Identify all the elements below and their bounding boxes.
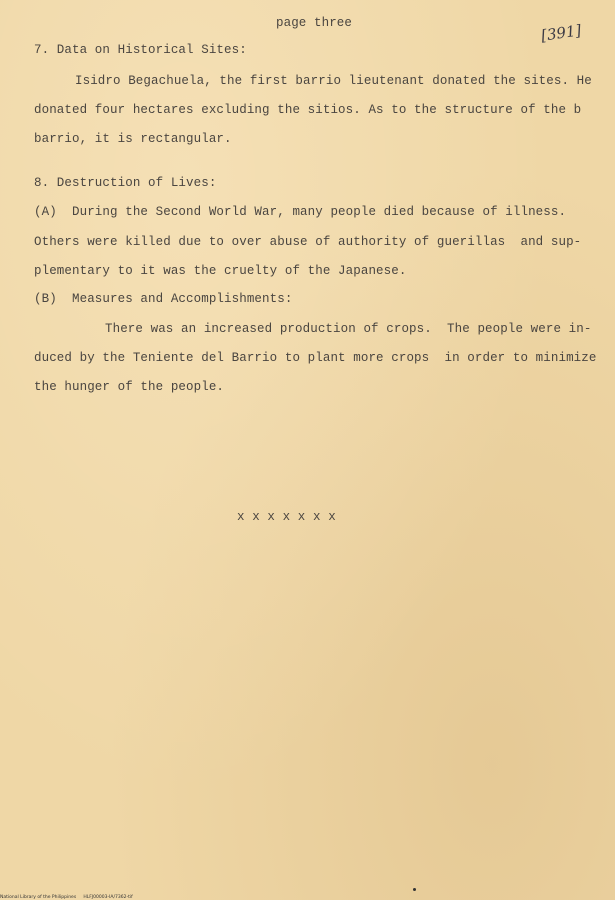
section-8a-line: (A) During the Second World War, many people died because of illness.	[34, 205, 567, 219]
section-8a-line: plementary to it was the cruelty of the Japanese.	[34, 264, 407, 278]
section-7-heading: 7. Data on Historical Sites:	[34, 43, 247, 57]
section-7-line: donated four hectares excluding the sitios. As to the structure of the b	[34, 103, 582, 117]
stamp-number: 391	[545, 22, 577, 44]
closing-mark: x x x x x x x	[237, 510, 336, 524]
page-number-stamp: [391]	[539, 21, 583, 45]
section-7-line: barrio, it is rectangular.	[34, 132, 232, 146]
section-8b-line: duced by the Teniente del Barrio to plant more crops in order to minimize	[34, 351, 597, 365]
archive-footer: National Library of the Philippines HLFJ00003-IA/7362-tif	[0, 895, 133, 900]
page-label: page three	[276, 16, 353, 30]
scan-speck	[413, 888, 416, 891]
section-8b-heading: (B) Measures and Accomplishments:	[34, 292, 293, 306]
section-8b-line: There was an increased production of crops. The people were in-	[105, 322, 592, 336]
section-7-line: Isidro Begachuela, the first barrio lieutenant donated the sites. He	[75, 74, 592, 88]
section-8b-line: the hunger of the people.	[34, 380, 225, 394]
section-8a-line: Others were killed due to over abuse of authority of guerillas and sup-	[34, 235, 582, 249]
section-8-heading: 8. Destruction of Lives:	[34, 176, 217, 190]
